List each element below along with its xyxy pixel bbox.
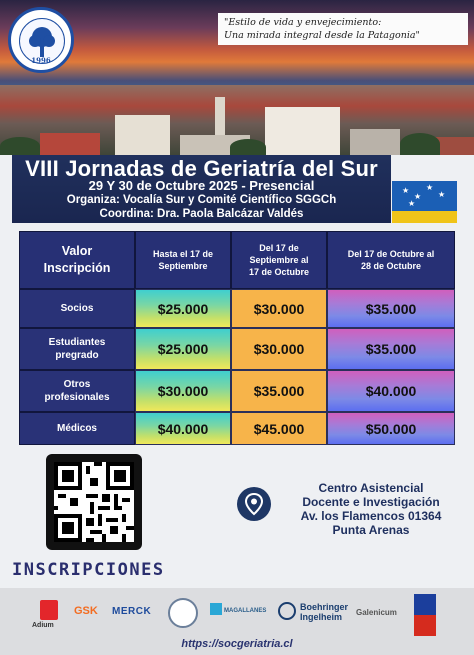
event-dates: 29 Y 30 de Octubre 2025 - Presencial bbox=[88, 178, 315, 193]
adium-logo-icon bbox=[40, 600, 58, 620]
header-label: Valor bbox=[61, 244, 93, 258]
building bbox=[40, 133, 100, 155]
price-cell: $25.000 bbox=[135, 328, 231, 370]
table-header-valor bbox=[19, 231, 135, 289]
star-icon: ★ bbox=[408, 199, 416, 208]
price-cell: $35.000 bbox=[231, 370, 327, 412]
society-seal-logo bbox=[8, 7, 74, 73]
star-icon: ★ bbox=[402, 186, 410, 195]
event-title: VIII Jornadas de Geriatría del Sur bbox=[25, 156, 378, 181]
sponsor-adium: Adium bbox=[32, 622, 54, 629]
trees bbox=[230, 139, 266, 155]
venue-name-line: Centro Asistencial bbox=[318, 481, 424, 495]
price-cell: $30.000 bbox=[231, 328, 327, 370]
period-label: Del 17 de bbox=[259, 243, 299, 253]
event-coordinator: Coordina: Dra. Paola Balcázar Valdés bbox=[99, 208, 304, 220]
period-label: Hasta el 17 de bbox=[152, 249, 214, 259]
qr-code-pattern bbox=[54, 462, 134, 542]
price-cell: $35.000 bbox=[327, 289, 455, 328]
sponsor-circular-logo bbox=[168, 598, 198, 628]
row-label-socios: Socios bbox=[19, 289, 135, 328]
sponsor-gsk: GSK bbox=[74, 605, 98, 617]
price-cell: $30.000 bbox=[231, 289, 327, 328]
period-label: Del 17 de Octubre al bbox=[347, 249, 435, 259]
sponsor-galenicum: Galenicum bbox=[356, 608, 397, 617]
slogan-quote bbox=[218, 13, 468, 45]
period-label: Septiembre bbox=[158, 261, 208, 271]
row-label-estudiantes: Estudiantes pregrado bbox=[19, 328, 135, 370]
star-icon: ★ bbox=[414, 192, 422, 201]
registration-qr-code[interactable] bbox=[46, 454, 142, 550]
period-label: 17 de Octubre bbox=[248, 267, 310, 277]
period-label: 28 de Octubre bbox=[360, 261, 421, 271]
sponsor-merck: MERCK bbox=[112, 606, 152, 617]
seal-year: 1996 bbox=[31, 56, 51, 65]
event-organizer: Organiza: Vocalía Sur y Comité Científico SGGCh bbox=[66, 194, 337, 206]
magallanes-flag bbox=[392, 181, 457, 223]
trees bbox=[0, 137, 40, 155]
city-skyline bbox=[0, 85, 474, 155]
trees bbox=[400, 133, 440, 155]
table-header-period-3 bbox=[327, 231, 455, 289]
website-link[interactable]: https://socgeriatria.cl bbox=[181, 638, 293, 650]
row-label-otros-profesionales: Otros profesionales bbox=[19, 370, 135, 412]
chilean-government-logo bbox=[414, 594, 436, 636]
period-label: Septiembre al bbox=[249, 255, 309, 265]
price-cell: $40.000 bbox=[327, 370, 455, 412]
venue-name-line: Docente e Investigación bbox=[302, 495, 440, 509]
location-pin-icon bbox=[237, 487, 271, 521]
building bbox=[350, 129, 400, 155]
price-cell: $45.000 bbox=[231, 412, 327, 445]
boehringer-logo-icon bbox=[278, 602, 296, 620]
slogan-line-1: "Estilo de vida y envejecimiento: bbox=[224, 17, 382, 28]
row-label-medicos: Médicos bbox=[19, 412, 135, 445]
table-header-period-2 bbox=[231, 231, 327, 289]
inscripciones-heading: INSCRIPCIONES bbox=[12, 560, 165, 580]
registration-price-table bbox=[19, 231, 455, 445]
slogan-line-2: Una mirada integral desde la Patagonia" bbox=[224, 30, 420, 41]
venue-street: Av. los Flamencos 01364 bbox=[300, 509, 442, 523]
building bbox=[115, 115, 170, 155]
star-icon: ★ bbox=[426, 183, 434, 192]
price-cell: $35.000 bbox=[327, 328, 455, 370]
sponsor-boehringer: Boehringer Ingelheim bbox=[300, 602, 349, 622]
venue-address bbox=[271, 481, 471, 537]
price-cell: $40.000 bbox=[135, 412, 231, 445]
building bbox=[265, 107, 340, 155]
header-label: Inscripción bbox=[43, 261, 111, 275]
price-cell: $50.000 bbox=[327, 412, 455, 445]
venue-city: Punta Arenas bbox=[332, 523, 410, 537]
star-icon: ★ bbox=[438, 190, 446, 199]
hospital-logo-icon bbox=[210, 603, 222, 615]
table-header-period-1 bbox=[135, 231, 231, 289]
price-cell: $25.000 bbox=[135, 289, 231, 328]
event-title-band bbox=[12, 155, 391, 223]
sponsor-magallanes: MAGALLANES bbox=[224, 608, 267, 614]
price-cell: $30.000 bbox=[135, 370, 231, 412]
